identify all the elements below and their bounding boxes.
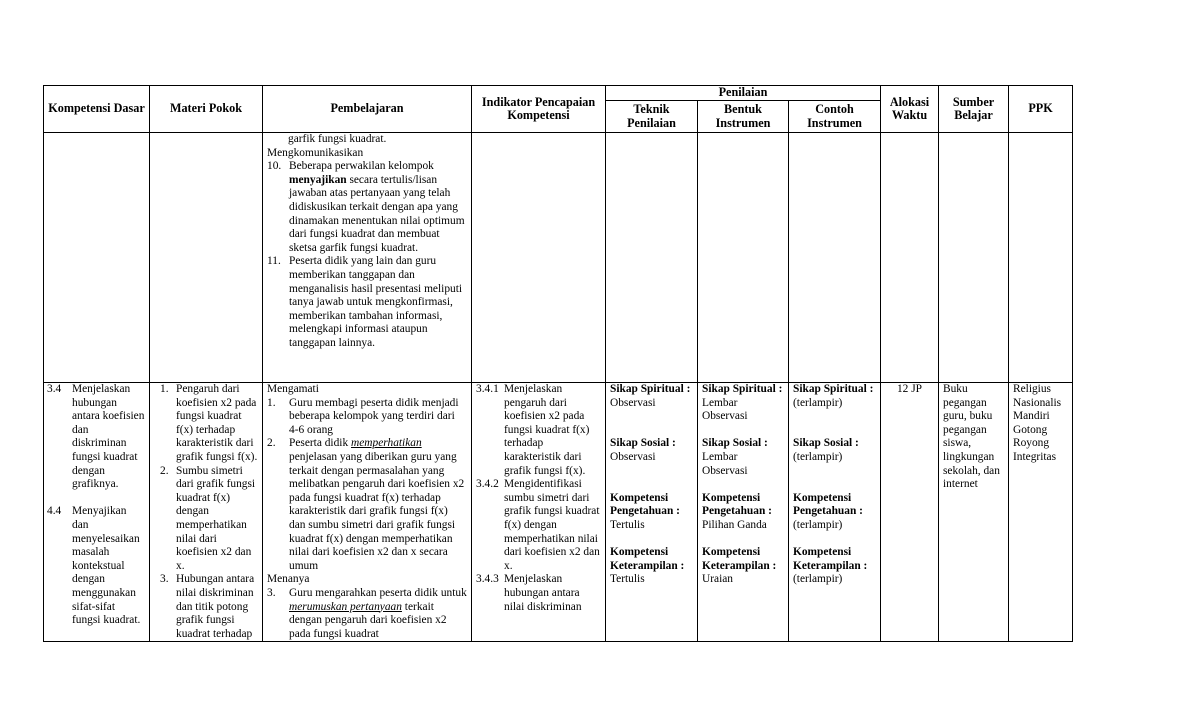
kd-number: 3.4	[47, 383, 62, 395]
step-item	[267, 255, 467, 350]
header-penilaian: Penilaian	[606, 86, 881, 101]
step-text: Guru membagi peserta didik menjadi beberapa kelompok yang terdiri dari 4-6 orang	[289, 396, 459, 436]
header-ppk: PPK	[1009, 86, 1073, 133]
kd-number: 4.4	[47, 505, 62, 518]
cell-empty	[44, 133, 150, 383]
header-pembelajaran: Pembelajaran	[263, 86, 472, 133]
teknik-value: Observasi	[610, 396, 656, 409]
step-item	[267, 437, 467, 573]
cell-empty	[881, 133, 939, 383]
ppk-item: Religius	[1013, 383, 1051, 395]
cell-ppk	[1009, 383, 1073, 642]
materi-number: 1.	[160, 383, 169, 395]
indikator-text: Menjelaskan hubungan antara nilai diskriminan	[504, 573, 582, 613]
kd-row	[44, 383, 1073, 642]
cell-empty	[939, 133, 1009, 383]
bentuk-label: Sikap Spiritual :	[702, 383, 783, 395]
cell-empty	[698, 133, 789, 383]
bentuk-value: Pilihan Ganda	[702, 518, 767, 531]
kd-text: Menyajikan dan menyelesaikan masalah kontekstual dengan menggunakan sifat-sifat fungsi kuadrat.	[72, 505, 141, 627]
bentuk-value: Lembar Observasi	[702, 396, 748, 423]
cell-pembelajaran-continued	[263, 133, 472, 383]
indikator-text: Mengidentifikasi sumbu simetri dari grafik fungsi kuadrat f(x) dengan memperhatikan nilai dari koefisien x2 dan x.	[504, 478, 600, 572]
cell-empty	[1009, 133, 1073, 383]
indikator-item	[476, 383, 601, 478]
contoh-value: (terlampir)	[793, 518, 843, 531]
materi-item	[160, 383, 258, 465]
continued-line: garfik fungsi kuadrat.	[288, 133, 387, 145]
bentuk-label: Kompetensi Keterampilan :	[702, 546, 777, 572]
materi-number: 2.	[160, 464, 169, 477]
bentuk-value: Uraian	[702, 573, 733, 586]
indikator-item	[476, 573, 601, 614]
cell-empty	[789, 133, 881, 383]
teknik-value: Observasi	[610, 450, 656, 463]
ppk-item: Integritas	[1013, 450, 1057, 463]
header-sumber-belajar: Sumber Belajar	[939, 86, 1009, 133]
cell-bentuk-instrumen	[698, 383, 789, 642]
step-text: Peserta didik yang lain dan guru memberikan tanggapan dan menganalisis hasil presentasi meliputi tanya jawab untuk mengkonfirmasi, memberikan tambahan informasi, melengkapi informasi ataupun tanggapan lainnya.	[289, 255, 463, 349]
cell-alokasi-waktu: 12 JP	[881, 383, 939, 642]
cell-empty	[150, 133, 263, 383]
cell-contoh-instrumen	[789, 383, 881, 642]
step-number: 2.	[267, 437, 276, 450]
step-item	[267, 160, 467, 255]
step-number: 3.	[267, 586, 276, 599]
header-teknik-penilaian: Teknik Penilaian	[606, 101, 698, 133]
header-alokasi-waktu: Alokasi Waktu	[881, 86, 939, 133]
step-text: Guru mengarahkan peserta didik untuk merumuskan pertanyaan terkait dengan pengaruh dari koefisien x2 pada fungsi kuadrat	[289, 586, 467, 640]
teknik-value: Tertulis	[610, 573, 645, 586]
header-indikator: Indikator Pencapaian Kompetensi	[472, 86, 606, 133]
indikator-number: 3.4.2	[476, 478, 499, 491]
indikator-text: Menjelaskan pengaruh dari koefisien x2 pada fungsi kuadrat f(x) terhadap karakteristik dari grafik fungsi f(x).	[504, 383, 590, 477]
bentuk-label: Kompetensi Pengetahuan :	[702, 491, 772, 518]
cell-empty	[606, 133, 698, 383]
section-heading: Menanya	[267, 573, 310, 586]
contoh-label: Kompetensi Pengetahuan :	[793, 491, 863, 518]
section-heading: Mengamati	[267, 383, 319, 395]
contoh-label: Sikap Sosial :	[793, 437, 859, 450]
step-text: Peserta didik memperhatikan penjelasan yang diberikan guru yang terkait dengan permasalahan yang melibatkan pengaruh dari koefisien x2 pada fungsi kuadrat f(x) terhadap karakteristik dari grafik fungsi f(x) dan sumbu simetri dari grafik fungsi kuadrat f(x) dengan memperhatikan nilai dari koefisien x2 dan x secara umum	[289, 437, 465, 572]
materi-text: Pengaruh dari koefisien x2 pada fungsi kuadrat f(x) terhadap karakteristik dari grafik fungsi f(x).	[176, 383, 258, 463]
indikator-number: 3.4.1	[476, 383, 499, 395]
materi-item	[160, 465, 258, 574]
materi-text: Hubungan antara nilai diskriminan dan titik potong grafik fungsi kuadrat terhadap	[176, 573, 255, 640]
teknik-value: Tertulis	[610, 518, 645, 531]
teknik-label: Kompetensi Pengetahuan :	[610, 491, 680, 518]
header-materi-pokok: Materi Pokok	[150, 86, 263, 133]
materi-number: 3.	[160, 573, 169, 586]
teknik-label: Kompetensi Keterampilan :	[610, 546, 685, 572]
contoh-value: (terlampir)	[793, 450, 843, 463]
indikator-item	[476, 478, 601, 573]
rpp-table	[43, 85, 1073, 642]
cell-indikator	[472, 383, 606, 642]
materi-item	[160, 573, 258, 641]
ppk-item: Nasionalis	[1013, 396, 1062, 409]
indikator-number: 3.4.3	[476, 573, 499, 586]
step-item	[267, 587, 467, 641]
cell-empty	[472, 133, 606, 383]
cell-materi-pokok	[150, 383, 263, 642]
step-item	[267, 397, 467, 438]
header-bentuk-instrumen: Bentuk Instrumen	[698, 101, 789, 133]
materi-text: Sumbu simetri dari grafik fungsi kuadrat f(x) dengan memperhatikan nilai dari koefisien x2 dan x.	[176, 464, 256, 572]
teknik-label: Sikap Spiritual :	[610, 383, 691, 395]
kd-item	[47, 505, 145, 627]
step-number: 10.	[267, 160, 282, 173]
kd-text: Menjelaskan hubungan antara koefisien dan diskriminan fungsi kuadrat dengan grafiknya.	[72, 383, 145, 491]
section-heading: Mengkomunikasikan	[267, 146, 364, 159]
header-kompetensi-dasar: Kompetensi Dasar	[44, 86, 150, 133]
ppk-item: Mandiri	[1013, 410, 1050, 423]
continuation-row	[44, 133, 1073, 383]
kd-item	[47, 383, 145, 492]
cell-teknik-penilaian	[606, 383, 698, 642]
step-number: 11.	[267, 255, 281, 268]
contoh-label: Kompetensi Keterampilan :	[793, 546, 868, 572]
cell-pembelajaran	[263, 383, 472, 642]
bentuk-value: Lembar Observasi	[702, 450, 748, 477]
step-number: 1.	[267, 396, 276, 409]
cell-kompetensi-dasar	[44, 383, 150, 642]
step-text: Beberapa perwakilan kelompok menyajikan secara tertulis/lisan jawaban atas pertanyaan yang telah didiskusikan terkait dengan apa yang dinamakan menentukan nilai optimum dari fungsi kuadrat dan membuat sketsa garfik fungsi kuadrat.	[289, 160, 465, 254]
ppk-item: Gotong Royong	[1013, 423, 1050, 450]
contoh-label: Sikap Spiritual :	[793, 383, 874, 395]
teknik-label: Sikap Sosial :	[610, 437, 676, 450]
header-contoh-instrumen: Contoh Instrumen	[789, 101, 881, 133]
cell-sumber-belajar: Buku pegangan guru, buku pegangan siswa, lingkungan sekolah, dan internet	[939, 383, 1009, 642]
contoh-value: (terlampir)	[793, 396, 843, 409]
contoh-value: (terlampir)	[793, 573, 843, 586]
bentuk-label: Sikap Sosial :	[702, 437, 768, 450]
